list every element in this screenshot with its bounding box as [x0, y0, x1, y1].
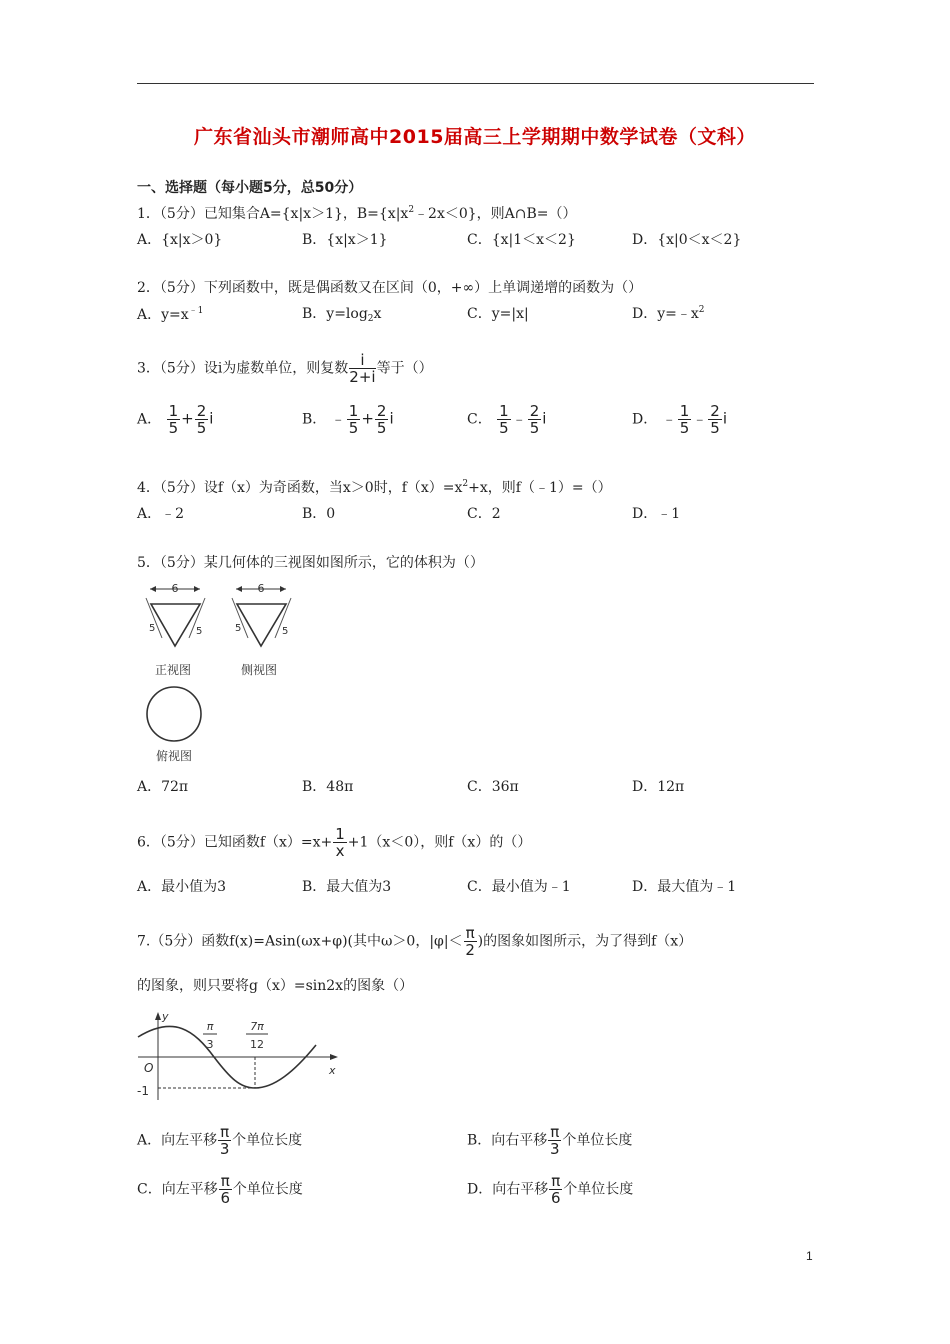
imag-unit: i [389, 409, 394, 428]
frac-den: 3 [550, 1140, 560, 1158]
q7-b-post: 个单位长度 [562, 1132, 633, 1149]
tick1-den: 3 [206, 1038, 214, 1051]
front-dim-6: 6 [171, 582, 179, 595]
side-view-diagram [232, 582, 291, 677]
q2-option-c: C．y=|x| [467, 306, 529, 322]
q7-option-c [137, 1173, 303, 1206]
imag-unit: i [542, 409, 547, 428]
frac-den: 5 [348, 419, 359, 437]
q4-option-b: B．0 [302, 506, 336, 522]
q7-a-frac [218, 1124, 231, 1157]
frac-num: π [551, 1172, 561, 1190]
q7-c-pre: C．向左平移 [137, 1181, 218, 1198]
q3-d-sign1: ﹣ [661, 409, 677, 428]
q6-stem-post: +1（x＜0），则f（x）的（） [347, 834, 532, 851]
q1-sup: 2 [408, 205, 415, 215]
q6-option-d: D．最大值为﹣1 [632, 879, 737, 895]
q3-b-label: B． [302, 411, 327, 428]
q4-option-a: A．﹣2 [137, 506, 185, 522]
q2-option-d [632, 303, 705, 323]
q4-option-d: D．﹣1 [632, 506, 681, 522]
graph-minus-one: -1 [137, 1084, 149, 1098]
q3-option-b [302, 403, 394, 436]
three-view-figure [140, 578, 320, 768]
frac-num: π [550, 1123, 560, 1141]
q7-d-pre: D．向右平移 [467, 1181, 549, 1198]
frac-num: 2 [710, 402, 720, 420]
frac-num: 2 [529, 402, 540, 420]
frac-den: 6 [220, 1189, 230, 1207]
frac-den: 5 [168, 419, 179, 437]
tick2-den: 12 [250, 1038, 264, 1051]
q1-option-d: D．{x|0＜x＜2} [632, 232, 742, 248]
q3-a-sign2: + [181, 409, 194, 428]
exam-title: 广东省汕头市潮师高中2015届高三上学期期中数学试卷（文科） [194, 126, 756, 148]
q5-option-b: B．48π [302, 779, 354, 795]
question-5-stem: 5．（5分）某几何体的三视图如图所示，它的体积为（） [137, 555, 484, 571]
q6-option-b: B．最大值为3 [302, 879, 392, 895]
q5-option-a: A．72π [137, 779, 189, 795]
q3-option-a [137, 403, 213, 436]
question-4-stem [137, 477, 612, 497]
side-dim-5-right: 5 [282, 626, 289, 637]
q3-d-frac1 [678, 403, 692, 436]
graph-x-label: x [329, 1064, 336, 1077]
imag-unit: i [722, 409, 727, 428]
q3-c-frac2 [528, 403, 542, 436]
front-view-diagram [146, 582, 205, 677]
tick1-num: π [206, 1020, 214, 1033]
q2-option-b [302, 303, 381, 324]
q6-option-c: C．最小值为﹣1 [467, 879, 571, 895]
frac-den: 6 [550, 1189, 561, 1207]
q5-option-d: D．12π [632, 779, 685, 795]
sine-graph [134, 1010, 344, 1102]
frac-num: 2 [376, 402, 387, 420]
graph-y-label: y [162, 1010, 169, 1023]
side-dim-6: 6 [257, 582, 265, 595]
q3-c-sign2: ﹣ [511, 409, 527, 428]
q2-a-sup: ﹣1 [188, 306, 204, 316]
q7-a-post: 个单位长度 [232, 1132, 303, 1149]
q5-option-c: C．36π [467, 779, 519, 795]
q3-b-sign1: ﹣ [330, 409, 346, 428]
question-6-stem [137, 826, 531, 859]
q6-frac-den: x [335, 842, 345, 860]
q4-sup: 2 [462, 479, 469, 489]
q3-b-frac1 [347, 403, 361, 436]
side-dim-5-left: 5 [235, 623, 242, 634]
q3-frac-num: i [349, 352, 375, 369]
q4-option-c: C．2 [467, 506, 501, 522]
frac-num: 1 [348, 402, 359, 420]
q2-d-text: D．y=﹣x [632, 306, 699, 322]
q3-stem-post: 等于（） [376, 360, 433, 377]
side-view-label: 侧视图 [240, 663, 278, 677]
q1-option-b: B．{x|x＞1} [302, 232, 388, 248]
frac-num: 1 [168, 402, 179, 420]
q1-option-a: A．{x|x＞0} [137, 232, 223, 248]
q3-stem-pre: 3．（5分）设i为虚数单位，则复数 [137, 360, 349, 377]
frac-num: 1 [679, 402, 690, 420]
frac-num: 2 [196, 402, 207, 420]
imag-unit: i [209, 409, 214, 428]
q7-option-d [467, 1173, 633, 1206]
q7-c-post: 个单位长度 [232, 1181, 303, 1198]
q7-option-b [467, 1124, 632, 1157]
q7-option-a [137, 1124, 302, 1157]
page-number: 1 [806, 1249, 813, 1263]
frac-num: π [220, 1123, 230, 1141]
q3-c-label: C． [467, 411, 492, 428]
frac-den: 5 [376, 419, 387, 437]
q3-stem-fraction [349, 352, 375, 385]
frac-num: 1 [499, 402, 509, 420]
q6-stem-fraction [333, 826, 347, 859]
frac-den: 5 [196, 419, 207, 437]
header-rule [137, 83, 814, 84]
q6-option-a: A．最小值为3 [137, 879, 227, 895]
q3-d-sign2: ﹣ [692, 409, 708, 428]
question-2-stem: 2．（5分）下列函数中，既是偶函数又在区间（0，+∞）上单调递增的函数为（） [137, 280, 643, 296]
q7-d-post: 个单位长度 [563, 1181, 634, 1198]
q4-stem-part1: 4．（5分）设f（x）为奇函数，当x＞0时，f（x）=x [137, 480, 463, 496]
q2-option-a [137, 303, 203, 324]
q1-option-c: C．{x|1＜x＜2} [467, 232, 576, 248]
q2-b-sub: 2 [367, 314, 374, 324]
frac-num: π [220, 1172, 230, 1190]
question-7-stem-line2: 的图象，则只要将g（x）=sin2x的图象（） [137, 978, 414, 994]
q3-a-frac2 [195, 403, 209, 436]
front-dim-5-left: 5 [149, 623, 156, 634]
frac-den: 5 [710, 419, 720, 437]
q7-a-pre: A．向左平移 [137, 1132, 218, 1149]
front-dim-5-right: 5 [196, 626, 203, 637]
q3-b-sign2: + [361, 409, 374, 428]
graph-origin: O [144, 1061, 154, 1075]
q3-a-label: A． [137, 411, 162, 428]
q2-b-text: B．y=log [302, 306, 368, 322]
section-heading: 一、选择题（每小题5分，总50分） [137, 180, 363, 196]
q7-stem-post: )的图象如图所示，为了得到f（x） [477, 933, 693, 950]
q7-b-pre: B．向右平移 [467, 1132, 548, 1149]
q3-frac-den: 2+i [349, 368, 376, 386]
q7-stem-pre: 7.（5分）函数f(x)=Asin(ωx+φ)(其中ω＞0，|φ|＜ [137, 933, 463, 950]
top-view-diagram [147, 687, 201, 763]
front-view-label: 正视图 [154, 663, 192, 677]
q3-b-frac2 [375, 403, 389, 436]
question-3-stem [137, 352, 433, 385]
tick2-num: 7π [250, 1020, 264, 1033]
q7-frac-den: 2 [465, 941, 475, 959]
frac-den: 3 [219, 1140, 230, 1158]
q7-d-frac [549, 1173, 562, 1206]
q7-frac-num: π [465, 924, 475, 942]
q2-d-sup: 2 [698, 305, 705, 315]
frac-den: 5 [529, 419, 540, 437]
frac-den: 5 [679, 419, 690, 437]
question-1-stem [137, 203, 577, 223]
q3-option-c [467, 403, 546, 436]
top-view-label: 俯视图 [155, 749, 193, 763]
q6-frac-num: 1 [335, 825, 345, 843]
frac-den: 5 [499, 419, 509, 437]
q7-b-frac [548, 1124, 561, 1157]
q2-b-post: x [373, 306, 382, 322]
q3-option-d [632, 403, 727, 436]
q3-d-frac2 [708, 403, 722, 436]
q2-a-text: A．y=x [137, 307, 189, 323]
q1-stem-part2: ﹣2x＜0}，则A∩B=（） [414, 206, 577, 222]
q3-d-label: D． [632, 411, 658, 428]
q6-stem-pre: 6．（5分）已知函数f（x）=x+ [137, 834, 333, 851]
q3-c-frac1 [497, 403, 511, 436]
q3-a-frac1 [167, 403, 181, 436]
q7-c-frac [219, 1173, 232, 1206]
q7-stem-fraction [464, 925, 477, 958]
question-7-stem [137, 925, 692, 958]
q4-stem-part2: +x，则f（﹣1）=（） [468, 480, 612, 496]
q1-stem-part1: 1．（5分）已知集合A={x|x＞1}，B={x|x [137, 206, 409, 222]
